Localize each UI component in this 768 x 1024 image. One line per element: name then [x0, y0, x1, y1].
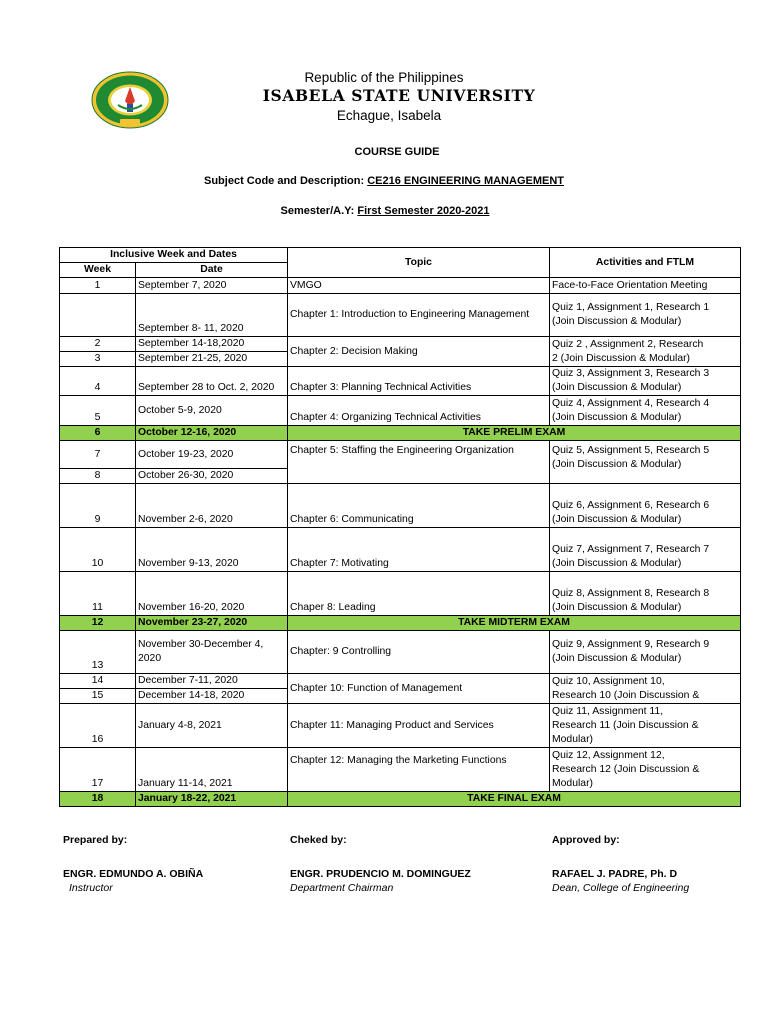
activities-cell: Quiz 3, Assignment 3, Research 3 (Join Discussion & Modular) — [550, 367, 741, 396]
date-cell: October 5-9, 2020 — [136, 396, 288, 426]
week-cell: 11 — [60, 572, 136, 616]
table-row — [60, 484, 741, 528]
week-cell: 1 — [60, 278, 136, 294]
activities-cell: Quiz 2 , Assignment 2, Research 2 (Join Discussion & Modular) — [550, 337, 741, 367]
week-cell: 16 — [60, 704, 136, 748]
date-cell: January 11-14, 2021 — [136, 748, 288, 792]
date-cell: November 2-6, 2020 — [136, 484, 288, 528]
topic-cell: Chapter 12: Managing the Marketing Functions — [288, 748, 550, 792]
week-cell — [60, 294, 136, 337]
table-row — [60, 674, 741, 689]
date-cell: September 21-25, 2020 — [136, 352, 288, 367]
table-row — [60, 367, 741, 396]
exam-row — [60, 426, 741, 441]
week-cell: 3 — [60, 352, 136, 367]
topic-cell: Chapter 6: Communicating — [288, 484, 550, 528]
header-inclusive-week-dates: Inclusive Week and Dates — [60, 248, 288, 263]
activities-cell: Quiz 8, Assignment 8, Research 8 (Join Discussion & Modular) — [550, 572, 741, 616]
activities-cell: Quiz 5, Assignment 5, Research 5 (Join Discussion & Modular) — [550, 441, 741, 484]
republic-text: Republic of the Philippines — [304, 70, 464, 85]
topic-cell: Chapter 5: Staffing the Engineering Organization — [288, 441, 550, 484]
week-cell: 6 — [60, 426, 136, 441]
week-cell: 9 — [60, 484, 136, 528]
subject-label: Subject Code and Description: — [204, 175, 368, 187]
approved-by-label: Approved by: — [552, 834, 620, 846]
approved-by-block — [552, 834, 689, 894]
table-row — [60, 294, 741, 337]
table-row — [60, 278, 741, 294]
checked-by-label: Cheked by: — [290, 834, 347, 846]
topic-cell: Chapter: 9 Controlling — [288, 631, 550, 674]
approved-by-position: Dean, College of Engineering — [552, 882, 690, 894]
topic-cell: Chapter 2: Decision Making — [288, 337, 550, 367]
week-cell: 15 — [60, 689, 136, 704]
date-cell: September 8- 11, 2020 — [136, 294, 288, 337]
date-cell: January 18-22, 2021 — [136, 792, 288, 807]
week-cell: 14 — [60, 674, 136, 689]
header-topic: Topic — [288, 248, 550, 278]
topic-cell: Chapter 3: Planning Technical Activities — [288, 367, 550, 396]
table-row — [60, 704, 741, 748]
week-cell: 2 — [60, 337, 136, 352]
subject-value: CE216 ENGINEERING MANAGEMENT — [367, 175, 564, 187]
document-title: COURSE GUIDE — [354, 146, 440, 158]
topic-cell: Chaper 8: Leading — [288, 572, 550, 616]
week-cell: 8 — [60, 469, 136, 484]
topic-cell: Chapter 4: Organizing Technical Activities — [288, 396, 550, 426]
date-cell: January 4-8, 2021 — [136, 704, 288, 748]
university-location: Echague, Isabela — [336, 108, 442, 123]
week-cell: 12 — [60, 616, 136, 631]
exam-row — [60, 616, 741, 631]
week-cell: 5 — [60, 396, 136, 426]
week-cell: 4 — [60, 367, 136, 396]
prepared-by-name: ENGR. EDMUNDO A. OBIÑA — [63, 868, 204, 880]
date-cell: December 14-18, 2020 — [136, 689, 288, 704]
week-cell: 7 — [60, 441, 136, 469]
semester-value: First Semester 2020-2021 — [357, 205, 490, 217]
table-row — [60, 396, 741, 426]
table-row — [60, 631, 741, 674]
subject-line — [0, 175, 768, 187]
table-row — [60, 441, 741, 469]
date-cell: October 12-16, 2020 — [136, 426, 288, 441]
semester-line — [0, 205, 768, 217]
prepared-by-position: Instructor — [69, 882, 113, 894]
date-cell: October 26-30, 2020 — [136, 469, 288, 484]
date-cell: November 9-13, 2020 — [136, 528, 288, 572]
course-schedule-table — [59, 247, 741, 807]
activities-cell: Quiz 12, Assignment 12, Research 12 (Join Discussion & Modular) — [550, 748, 741, 792]
activities-cell: Quiz 7, Assignment 7, Research 7 (Join Discussion & Modular) — [550, 528, 741, 572]
checked-by-block — [290, 834, 471, 894]
date-cell: November 30-December 4, 2020 — [136, 631, 288, 674]
activities-cell: Quiz 11, Assignment 11, Research 11 (Join Discussion & Modular) — [550, 704, 741, 748]
date-cell: November 16-20, 2020 — [136, 572, 288, 616]
activities-cell: Quiz 4, Assignment 4, Research 4 (Join Discussion & Modular) — [550, 396, 741, 426]
activities-cell: Quiz 10, Assignment 10, Research 10 (Join Discussion & — [550, 674, 741, 704]
week-cell: 17 — [60, 748, 136, 792]
table-row — [60, 572, 741, 616]
table-row — [60, 528, 741, 572]
activities-cell: Quiz 1, Assignment 1, Research 1 (Join Discussion & Modular) — [550, 294, 741, 337]
table-row — [60, 337, 741, 352]
topic-cell: VMGO — [288, 278, 550, 294]
week-cell: 13 — [60, 631, 136, 674]
university-name: ISABELA STATE UNIVERSITY — [262, 86, 536, 105]
table-row — [60, 748, 741, 792]
topic-cell: Chapter 10: Function of Management — [288, 674, 550, 704]
week-cell: 10 — [60, 528, 136, 572]
topic-cell: Chapter 7: Motivating — [288, 528, 550, 572]
exam-row — [60, 792, 741, 807]
header-week: Week — [60, 263, 136, 278]
checked-by-name: ENGR. PRUDENCIO M. DOMINGUEZ — [290, 868, 471, 880]
date-cell: September 14-18,2020 — [136, 337, 288, 352]
exam-label: TAKE FINAL EXAM — [288, 792, 741, 807]
week-cell: 18 — [60, 792, 136, 807]
header-activities: Activities and FTLM — [550, 248, 741, 278]
semester-label: Semester/A.Y: — [280, 205, 358, 217]
checked-by-position: Department Chairman — [290, 882, 394, 894]
topic-cell: Chapter 1: Introduction to Engineering Management — [288, 294, 550, 337]
exam-label: TAKE PRELIM EXAM — [288, 426, 741, 441]
exam-label: TAKE MIDTERM EXAM — [288, 616, 741, 631]
activities-cell: Face-to-Face Orientation Meeting — [550, 278, 741, 294]
date-cell: September 7, 2020 — [136, 278, 288, 294]
prepared-by-label: Prepared by: — [63, 834, 128, 846]
approved-by-name: RAFAEL J. PADRE, Ph. D — [552, 868, 678, 880]
header-date: Date — [136, 263, 288, 278]
date-cell: November 23-27, 2020 — [136, 616, 288, 631]
date-cell: October 19-23, 2020 — [136, 441, 288, 469]
date-cell: December 7-11, 2020 — [136, 674, 288, 689]
date-cell: September 28 to Oct. 2, 2020 — [136, 367, 288, 396]
activities-cell: Quiz 6, Assignment 6, Research 6 (Join Discussion & Modular) — [550, 484, 741, 528]
prepared-by-block — [63, 834, 203, 894]
topic-cell: Chapter 11: Managing Product and Services — [288, 704, 550, 748]
activities-cell: Quiz 9, Assignment 9, Research 9 (Join Discussion & Modular) — [550, 631, 741, 674]
